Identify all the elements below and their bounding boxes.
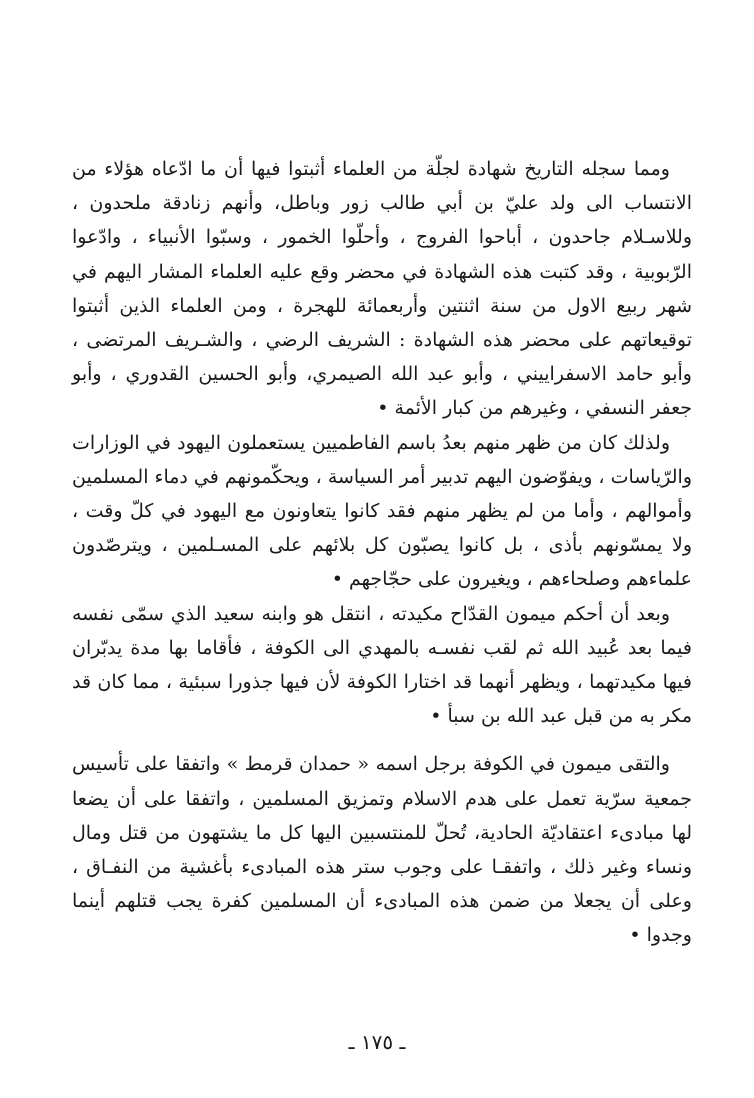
page-number: ـ ١٧٥ ـ <box>348 1030 406 1054</box>
paragraph-2: ولذلك كان من ظهر منهم بعدُ باسم الفاطميين يستعملون اليهود في الوزارات والرّياسات ، ويفوّضون اليهم تدبير أمر السياسة ، ويحكّمونهم في دماء المسلمين وأموالهم ، وأما من لم يظهر منهم فقد كانوا يتعاونون مع اليهود في كلّ وقت ، ولا يمسّونهم بأذى ، بل كانوا يصبّون كل بلائهم على المسـلمين ، ويترصّدون علماءهم وصلحاءهم ، ويغيرون على حجّاجهم • <box>72 431 692 591</box>
paragraph-1: ومما سجله التاريخ شهادة لجلّة من العلماء أثبتوا فيها أن ما ادّعاه هؤلاء من الانتساب الى ولد عليّ بن أبي طالب زور وباطل، وأنهم زنادقة ملحدون ، وللاسـلام جاحدون ، أباحوا الفروج ، وأحلّوا الخمور ، وسبّوا الأنبياء ، وادّعوا الرّبوبية ، وقد كتبت هذه الشهادة في محضر وقع عليه العلماء المشار اليهم في شهر ربيع الاول من سنة اثنتين وأربعمائة للهجرة ، ومن العلماء الذين أثبتوا توقيعاتهم على محضر هذه الشهادة : الشريف الرضي ، والشـريف المرتضى ، وأبو حامد الاسفراييني ، وأبو عبد الله الصيمري، وأبو الحسين القدوري ، وأبو جعفر النسفي ، وغيرهم من كبار الأئمة • <box>72 158 692 420</box>
body-text <box>72 152 692 953</box>
paragraph-4: والتقى ميمون في الكوفة برجل اسمه « حمدان قرمط » واتفقا على تأسيس جمعية سرّية تعمل على هدم الاسلام وتمزيق المسلمين ، واتفقا على أن يضعا لها مبادىء اعتقاديّة الحادية، تُحلّ للمنتسبين اليها كل ما يشتهون من قتل ومال ونساء وغير ذلك ، واتفقـا على وجوب ستر هذه المبادىء بأغشية من النفـاق ، وعلى أن يجعلا من ضمن هذه المبادىء أن المسلمين كفرة يجب قتلهم أينما وجدوا • <box>72 753 692 947</box>
paragraph-3: وبعد أن أحكم ميمون القدّاح مكيدته ، انتقل هو وابنه سعيد الذي سمّى نفسه فيما بعد عُبيد الله ثم لقب نفسـه بالمهدي الى الكوفة ، فأقاما بها مدة يدبّران فيها مكيدتهما ، ويظهر أنهما قد اختارا الكوفة لأن فيها جذورا سبئية ، مما كان قد مكر به من قبل عبد الله بن سبأ • <box>72 602 692 728</box>
